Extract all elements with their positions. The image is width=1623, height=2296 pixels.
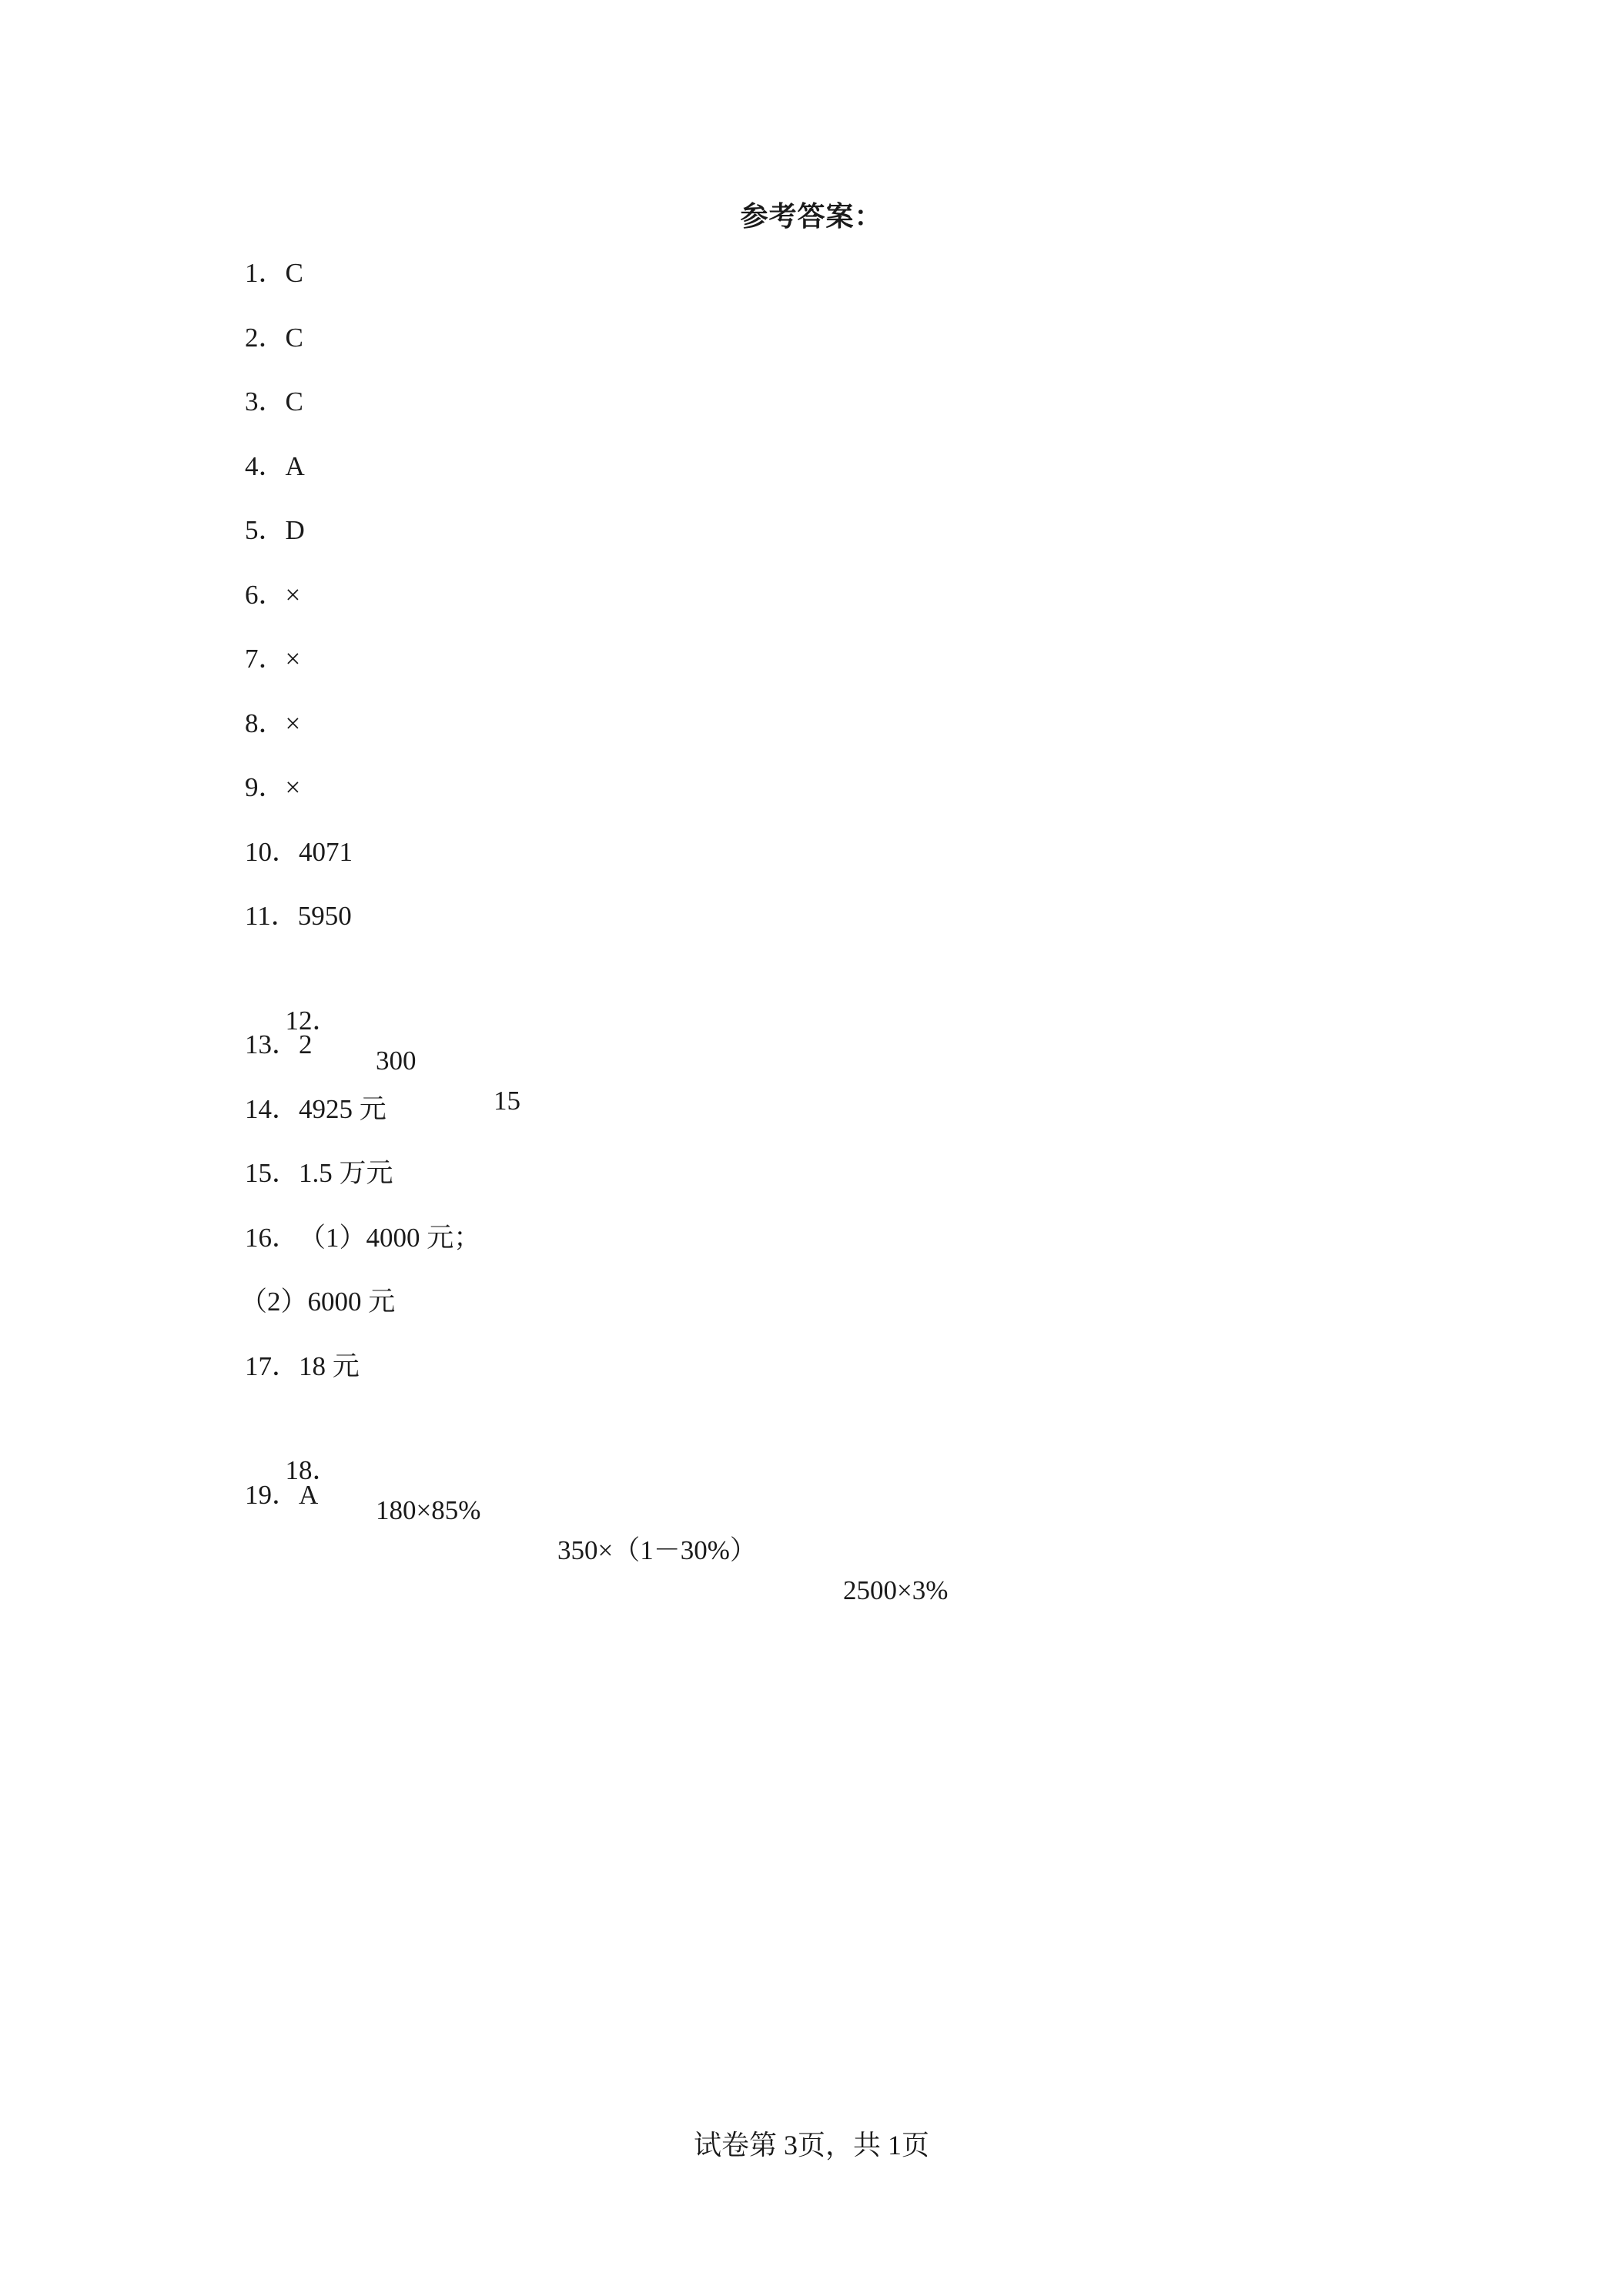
answer-number: 1． xyxy=(245,258,286,288)
answer-number: 12． xyxy=(285,1005,340,1036)
answer-item xyxy=(245,704,1477,768)
answer-item xyxy=(245,575,1477,640)
answer-item xyxy=(245,1153,1477,1218)
answer-number: 3． xyxy=(245,387,286,417)
answer-text: 1.5 万元 xyxy=(299,1158,393,1188)
answer-text: A xyxy=(299,1479,319,1510)
answer-text: C xyxy=(285,322,303,353)
answer-item xyxy=(245,1089,1477,1154)
answer-text: A xyxy=(285,450,305,481)
page-footer: 试卷第 3页，共 1页 xyxy=(693,2130,929,2160)
answer-item xyxy=(245,832,1477,897)
answer-item xyxy=(245,253,1477,318)
answer-text: （1）4000 元； xyxy=(299,1222,481,1253)
answer-text: 4925 元 xyxy=(299,1093,387,1124)
answer-item xyxy=(245,639,1477,704)
answer-text: C xyxy=(285,387,303,417)
answer-number: 14． xyxy=(245,1093,300,1124)
answer-blank-2: 15 xyxy=(494,1085,520,1116)
answer-text: 4071 xyxy=(299,836,353,867)
answer-text: 18 元 xyxy=(299,1350,360,1381)
answer-text: C xyxy=(285,258,303,288)
answer-text: 2 xyxy=(299,1029,313,1059)
answer-number: 17． xyxy=(245,1350,300,1381)
answer-number: 7． xyxy=(245,644,286,674)
answer-item xyxy=(245,1218,1477,1283)
answer-number: 8． xyxy=(245,708,286,738)
answer-text: （2）6000 元 xyxy=(240,1287,396,1317)
answer-item xyxy=(245,1025,1477,1089)
answer-number: 10． xyxy=(245,836,300,867)
answer-item xyxy=(245,447,1477,511)
page-title: 参考答案： xyxy=(740,201,883,233)
answer-number: 5． xyxy=(245,515,286,545)
answer-item xyxy=(245,768,1477,832)
answer-number: 19． xyxy=(245,1479,300,1510)
answer-text: × xyxy=(285,644,301,674)
answer-blank-1: 180×85% xyxy=(376,1495,481,1525)
answer-number: 2． xyxy=(245,322,286,353)
answer-number: 4． xyxy=(245,450,286,481)
answer-item xyxy=(245,896,1477,961)
answer-text: × xyxy=(285,708,301,738)
answer-number: 11． xyxy=(245,901,298,931)
answer-item xyxy=(245,510,1477,575)
answer-number: 13． xyxy=(245,1029,300,1059)
answer-item xyxy=(240,1282,1477,1347)
answer-blank-3: 2500×3% xyxy=(843,1575,949,1605)
answer-text: × xyxy=(285,579,301,610)
answer-number: 15． xyxy=(245,1158,300,1188)
answer-list xyxy=(240,253,1477,1605)
answer-item xyxy=(245,1347,1477,1411)
answer-number: 6． xyxy=(245,579,286,610)
answer-item xyxy=(245,318,1477,383)
answer-number: 18． xyxy=(285,1455,340,1485)
answer-blank-1: 300 xyxy=(376,1045,417,1076)
answer-number: 9． xyxy=(245,772,286,802)
answer-text: D xyxy=(285,515,305,545)
answer-number: 16． xyxy=(245,1222,300,1253)
answer-text: 5950 xyxy=(297,901,352,931)
answer-blank-2: 350×（1－30%） xyxy=(557,1535,757,1565)
answer-item xyxy=(245,382,1477,447)
answer-text: × xyxy=(285,772,301,802)
